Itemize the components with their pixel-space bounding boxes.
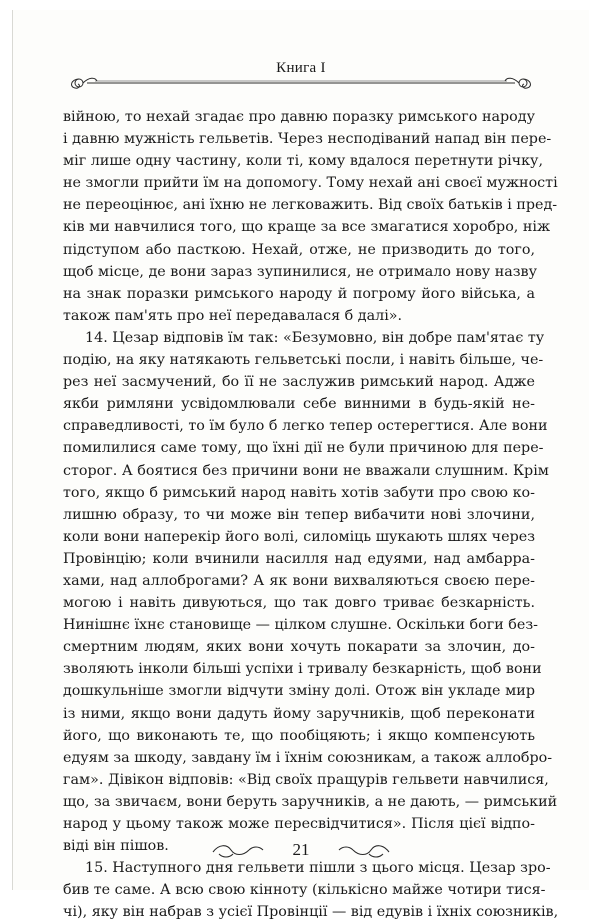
- text-line: помилилися саме тому, що їхні дії не були причиною для пере-: [63, 440, 544, 457]
- text-line: не переоцінює, ані їхню не легковажить. Від своїх батьків і пред-: [63, 197, 558, 214]
- text-line: дошкульніше змогли відчути зміну долі. Отож він укладе мир: [63, 683, 535, 700]
- text-line: його, що виконають те, що пообіцяють; і якщо компенсують: [63, 727, 535, 744]
- text-line: рез неї засмучений, бо її не заслужив римський народ. Адже: [63, 374, 535, 391]
- text-line: на знак поразки римського народу й погрому його війська, а: [63, 285, 535, 302]
- text-line: Нинішнє їхнє становище — цілком слушне. Оскільки боги без-: [63, 617, 538, 634]
- text-line: справедливості, то їм було б легко тепер остерегтися. Але вони: [63, 418, 548, 435]
- text-line: бив те саме. А всю свою кінноту (кількісно майже чотири тися-: [63, 882, 546, 899]
- scroll-rule-ornament-icon: [65, 71, 537, 95]
- text-line: едуям за шкоду, завдану їм і їхнім союзникам, а також аллобро-: [63, 749, 553, 766]
- text-line: що, за звичаєм, вони беруть заручників, а не дають, — римський: [63, 793, 558, 810]
- page-header: [13, 10, 589, 96]
- text-line: війною, то нехай згадає про давню поразку римського народу: [63, 109, 535, 125]
- text-line: зволяють інколи більші успіхи і тривалу безкарність, щоб вони: [63, 661, 542, 678]
- text-line: чі), яку він набрав з усієї Провінції — від едувів і їхніх союзників,: [63, 904, 559, 921]
- text-line: сторог. А боятися без причини вони не вважали слушним. Крім: [63, 462, 549, 479]
- text-line: народ у цьому також може пересвідчитися». Після цієї відпо-: [63, 816, 535, 832]
- text-line: не змогли прийти їм на допомогу. Тому нехай ані своєї мужності: [63, 175, 558, 192]
- text-line: хами, над аллоброгами? А як вони вихваляються своєю пере-: [63, 572, 535, 589]
- page-number: 21: [292, 840, 310, 859]
- text-line: віді він пішов.: [63, 838, 169, 855]
- book-page: [12, 10, 589, 921]
- text-line: могою і навіть дивуються, що так довго триває безкарність.: [63, 595, 535, 612]
- text-line: того, якщо б римський народ навіть хотів забути про свою ко-: [63, 484, 535, 501]
- text-line: також пам'ять про неї передавалася б далі».: [63, 307, 403, 324]
- text-line: коли вони наперекір його волі, силоміць шукають шлях через: [63, 528, 535, 545]
- text-line: 15. Наступного дня гельвети пішли з цього місця. Цезар зро-: [85, 860, 551, 877]
- running-title: Книга І: [276, 60, 326, 76]
- text-line: Провінцію; коли вчинили насилля над едуями, над амбарра-: [63, 550, 535, 567]
- text-line: подію, на яку натякають гельветські посли, і навіть більше, че-: [63, 352, 544, 369]
- text-line: лишню образу, то чи може він тепер вибачити нові злочини,: [63, 506, 535, 523]
- body-text: [63, 106, 559, 923]
- text-line: гам». Дівікон відповів: «Від своїх пращурів гельвети навчилися,: [63, 771, 549, 788]
- text-line: ків ми навчилися того, що краще за все змагатися хоробро, ніж: [63, 219, 551, 236]
- text-line: щоб місце, де вони зараз зупинилися, не отримало нову назву: [63, 263, 538, 280]
- text-line: із ними, якщо вони дадуть йому заручників, щоб переконати: [63, 705, 535, 722]
- text-line: 14. Цезар відповів їм так: «Безумовно, він добре пам'ятає ту: [85, 329, 545, 346]
- text-line: якби римляни усвідомлювали себе винними в будь-якій не-: [63, 396, 535, 413]
- text-line: і давню мужність гельветів. Через несподіваний напад він пере-: [63, 131, 552, 148]
- text-line: смертним людям, яких вони хочуть покарати за злочин, до-: [63, 639, 535, 656]
- text-line: підступом або пасткою. Нехай, отже, не призводить до того,: [63, 241, 535, 258]
- text-line: міг лише одну частину, коли ті, кому вдалося перетнути річку,: [63, 153, 544, 170]
- page-footer: [13, 830, 589, 870]
